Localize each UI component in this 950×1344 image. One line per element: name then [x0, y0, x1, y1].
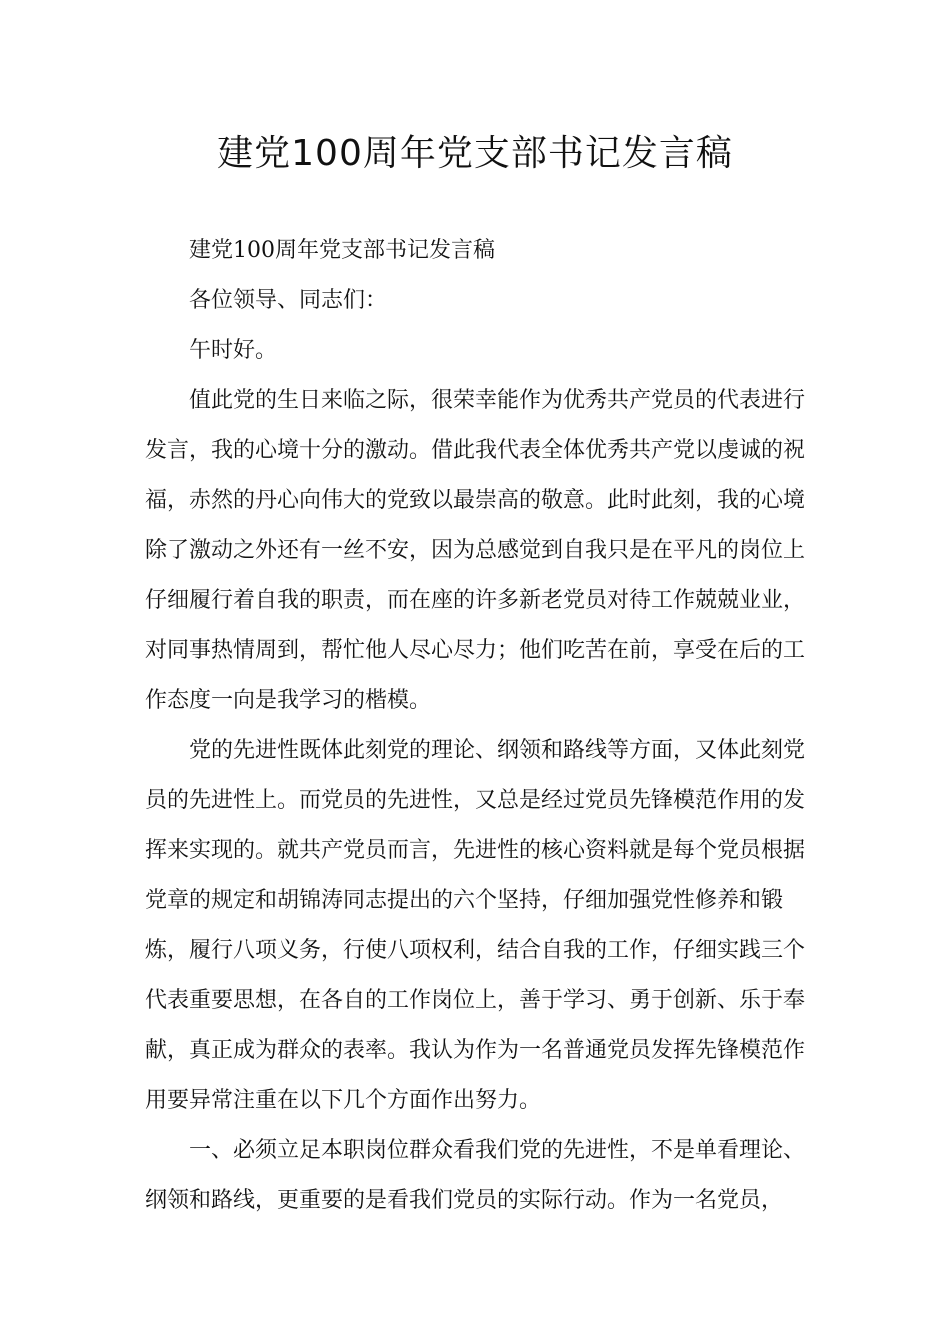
- greeting-paragraph: 午时好。: [189, 338, 278, 363]
- body-paragraph: 一、必须立足本职岗位群众看我们党的先进性，不是单看理论、纲领和路线，更重要的是看我们党员的实际行动。作为一名党员，: [145, 1138, 806, 1213]
- salutation-paragraph: 各位领导、同志们：: [189, 288, 388, 313]
- body-paragraph: 值此党的生日来临之际，很荣幸能作为优秀共产党员的代表进行发言，我的心境十分的激动。借此我代表全体优秀共产党以虔诚的祝福，赤然的丹心向伟大的党致以最崇高的敬意。此时此刻，我的心境除了激动之外还有一丝不安，因为总感觉到自我只是在平凡的岗位上仔细履行着自我的职责，而在座的许多新老党员对待工作兢兢业业，对同事热情周到，帮忙他人尽心尽力；他们吃苦在前，享受在后的工作态度一向是我学习的楷模。: [145, 388, 806, 713]
- document-title: 建党100周年党支部书记发言稿: [217, 133, 733, 174]
- subtitle-paragraph: 建党100周年党支部书记发言稿: [189, 238, 495, 263]
- document-body: [145, 226, 825, 1226]
- body-paragraph: 党的先进性既体此刻党的理论、纲领和路线等方面，又体此刻党员的先进性上。而党员的先进性，又总是经过党员先锋模范作用的发挥来实现的。就共产党员而言，先进性的核心资料就是每个党员根据党章的规定和胡锦涛同志提出的六个坚持，仔细加强党性修养和锻炼，履行八项义务，行使八项权利，结合自我的工作，仔细实践三个代表重要思想，在各自的工作岗位上，善于学习、勇于创新、乐于奉献，真正成为群众的表率。我认为作为一名普通党员发挥先锋模范作用要异常注重在以下几个方面作出努力。: [145, 738, 806, 1113]
